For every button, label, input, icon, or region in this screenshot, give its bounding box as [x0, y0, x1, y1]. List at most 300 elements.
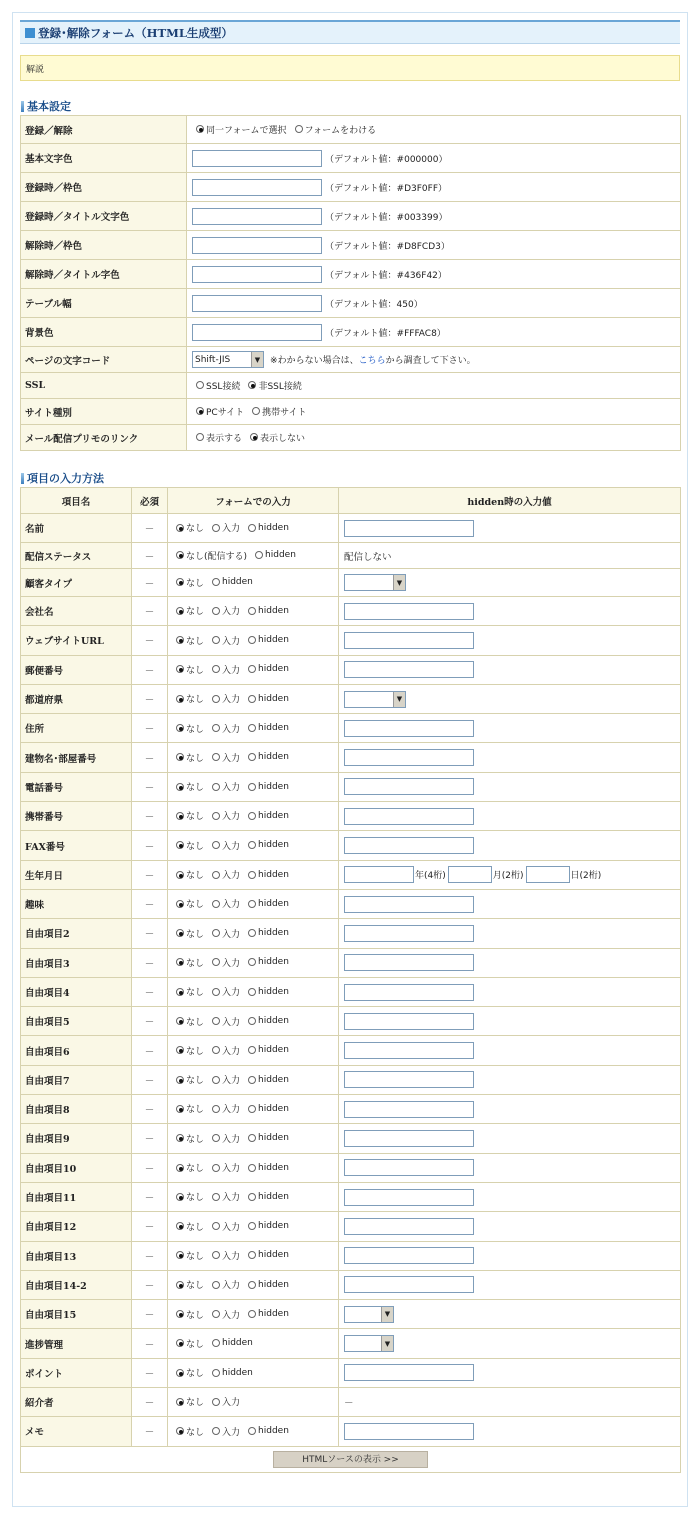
required-mark: －	[132, 1388, 168, 1417]
hidden-value-input[interactable]	[344, 1189, 474, 1206]
radio-none[interactable]: なし(配信する)	[176, 549, 247, 562]
radio-none[interactable]: なし	[176, 1249, 204, 1262]
charset-help-link[interactable]: こちら	[358, 356, 386, 366]
item-name: 電話番号	[21, 772, 132, 801]
radio-none[interactable]: なし	[176, 634, 204, 647]
table-row	[21, 1241, 681, 1270]
required-mark: －	[132, 772, 168, 801]
radio-none[interactable]: なし	[176, 1425, 204, 1438]
chevron-down-icon: ▼	[251, 352, 263, 367]
hidden-value-input[interactable]	[344, 954, 474, 971]
form-input-options	[168, 655, 339, 684]
color-input[interactable]	[192, 150, 322, 167]
required-mark: －	[132, 514, 168, 543]
radio-input[interactable]: 入力	[212, 1425, 240, 1438]
form-input-options	[168, 514, 339, 543]
table-row	[21, 1095, 681, 1124]
radio-show-link[interactable]: 表示する	[196, 431, 242, 444]
charset-select[interactable]: Shift-JIS ▼	[192, 351, 264, 368]
hidden-value-select[interactable]	[344, 574, 406, 591]
radio-hidden[interactable]: hidden	[248, 987, 289, 997]
radio-input[interactable]: 入力	[212, 1044, 240, 1057]
radio-hidden[interactable]: hidden	[248, 782, 289, 792]
radio-separate-form[interactable]: フォームをわける	[295, 123, 377, 136]
radio-hidden[interactable]: hidden	[248, 899, 289, 909]
required-mark: －	[132, 1241, 168, 1270]
required-mark: －	[132, 743, 168, 772]
setting-label: テーブル幅	[21, 289, 187, 318]
radio-none[interactable]: なし	[176, 1102, 204, 1115]
radio-none[interactable]: なし	[176, 1337, 204, 1350]
hidden-value-input[interactable]	[344, 1364, 474, 1381]
item-name: 自由項目2	[21, 919, 132, 948]
setting-label: ページの文字コード	[21, 347, 187, 373]
radio-input[interactable]: 入力	[212, 634, 240, 647]
hidden-value-cell	[339, 1182, 681, 1211]
radio-input[interactable]: 入力	[212, 1395, 240, 1408]
item-name: 自由項目15	[21, 1300, 132, 1329]
radio-input[interactable]: 入力	[212, 1102, 240, 1115]
radio-none[interactable]: なし	[176, 1044, 204, 1057]
year-input[interactable]	[344, 866, 414, 883]
radio-input[interactable]: 入力	[212, 897, 240, 910]
radio-hidden[interactable]: hidden	[248, 635, 289, 645]
form-input-options	[168, 1007, 339, 1036]
required-mark: －	[132, 1182, 168, 1211]
item-name: ウェブサイトURL	[21, 626, 132, 655]
hidden-value-cell	[339, 597, 681, 626]
form-input-options	[168, 1417, 339, 1446]
table-row	[21, 1329, 681, 1358]
table-row	[21, 1417, 681, 1446]
hidden-value-cell	[339, 919, 681, 948]
radio-pc-site[interactable]: PCサイト	[196, 405, 244, 418]
setting-label: SSL	[21, 373, 187, 399]
table-row	[21, 948, 681, 977]
radio-hidden[interactable]: hidden	[248, 1280, 289, 1290]
default-hint: （デフォルト値：#000000）	[325, 154, 448, 165]
column-header: フォームでの入力	[168, 488, 339, 514]
radio-none[interactable]: なし	[176, 1395, 204, 1408]
required-mark: －	[132, 919, 168, 948]
table-row	[21, 919, 681, 948]
item-name: 進捗管理	[21, 1329, 132, 1358]
item-name: 自由項目7	[21, 1065, 132, 1094]
radio-input[interactable]: 入力	[212, 521, 240, 534]
setting-label: 解除時／枠色	[21, 231, 187, 260]
item-name: 建物名･部屋番号	[21, 743, 132, 772]
hidden-value-cell	[339, 1300, 681, 1329]
table-row	[21, 1270, 681, 1299]
required-mark: －	[132, 1036, 168, 1065]
table-row	[21, 1388, 681, 1417]
required-mark: －	[132, 889, 168, 918]
item-name: 自由項目11	[21, 1182, 132, 1211]
hidden-value-cell	[339, 514, 681, 543]
radio-input[interactable]: 入力	[212, 927, 240, 940]
hidden-value-input[interactable]	[344, 1247, 474, 1264]
radio-hidden[interactable]: hidden	[248, 523, 289, 533]
required-mark: －	[132, 1300, 168, 1329]
explanation-text: 解説	[26, 64, 45, 75]
basic-settings-table	[20, 115, 681, 451]
radio-none[interactable]: なし	[176, 1308, 204, 1321]
hidden-value-cell	[339, 1358, 681, 1387]
button-row	[21, 1446, 681, 1472]
hidden-value-cell	[339, 977, 681, 1006]
radio-ssl[interactable]: SSL接続	[196, 379, 240, 392]
required-mark: －	[132, 569, 168, 597]
table-row	[21, 743, 681, 772]
radio-hidden[interactable]: hidden	[255, 550, 296, 560]
hidden-value-input[interactable]	[344, 925, 474, 942]
radio-none[interactable]: なし	[176, 1190, 204, 1203]
radio-hidden[interactable]: hidden	[248, 1045, 289, 1055]
setting-row-color	[21, 231, 681, 260]
chevron-down-icon: ▼	[381, 1307, 393, 1322]
setting-row-color	[21, 144, 681, 173]
radio-none[interactable]: なし	[176, 722, 204, 735]
hidden-value-cell	[339, 1065, 681, 1094]
default-hint: （デフォルト値：#436F42）	[325, 270, 447, 281]
table-row	[21, 684, 681, 713]
radio-hidden[interactable]: hidden	[248, 1133, 289, 1143]
radio-none[interactable]: なし	[176, 1132, 204, 1145]
form-input-options	[168, 772, 339, 801]
color-input[interactable]	[192, 179, 322, 196]
radio-input[interactable]: 入力	[212, 1073, 240, 1086]
item-name: 趣味	[21, 889, 132, 918]
form-input-options	[168, 743, 339, 772]
required-mark: －	[132, 543, 168, 569]
hidden-value-text: 配信しない	[344, 551, 392, 563]
hidden-value-input[interactable]	[344, 1159, 474, 1176]
hidden-value-dash: －	[344, 1398, 354, 1410]
form-input-options	[168, 831, 339, 860]
hidden-value-select[interactable]	[344, 691, 406, 708]
setting-label: 登録時／タイトル文字色	[21, 202, 187, 231]
hidden-value-cell	[339, 772, 681, 801]
items-header-row	[21, 488, 681, 514]
radio-hidden[interactable]: hidden	[248, 723, 289, 733]
table-row	[21, 977, 681, 1006]
hidden-value-cell	[339, 626, 681, 655]
radio-input[interactable]: 入力	[212, 809, 240, 822]
required-mark: －	[132, 1007, 168, 1036]
radio-hidden[interactable]: hidden	[248, 840, 289, 850]
radio-none[interactable]: なし	[176, 1161, 204, 1174]
hidden-value-cell	[339, 1036, 681, 1065]
radio-none[interactable]: なし	[176, 751, 204, 764]
radio-input[interactable]: 入力	[212, 868, 240, 881]
hidden-value-input[interactable]	[344, 1276, 474, 1293]
radio-input[interactable]: 入力	[212, 985, 240, 998]
radio-hidden[interactable]: hidden	[248, 606, 289, 616]
hidden-value-cell	[339, 1007, 681, 1036]
hidden-value-select[interactable]	[344, 1335, 394, 1352]
required-mark: －	[132, 1212, 168, 1241]
radio-none[interactable]: なし	[176, 956, 204, 969]
radio-none[interactable]: なし	[176, 839, 204, 852]
radio-hidden[interactable]: hidden	[248, 1104, 289, 1114]
column-header: hidden時の入力値	[339, 488, 681, 514]
setting-row-color	[21, 318, 681, 347]
chevron-down-icon: ▼	[381, 1336, 393, 1351]
radio-none[interactable]: なし	[176, 1278, 204, 1291]
section-marker-icon	[21, 101, 24, 112]
hidden-value-input[interactable]	[344, 603, 474, 620]
required-mark: －	[132, 948, 168, 977]
hidden-value-cell	[339, 802, 681, 831]
radio-input[interactable]: 入力	[212, 722, 240, 735]
radio-hidden[interactable]: hidden	[248, 694, 289, 704]
radio-input[interactable]: 入力	[212, 692, 240, 705]
radio-hidden[interactable]: hidden	[248, 1309, 289, 1319]
hidden-value-cell	[339, 1417, 681, 1446]
setting-row-charset	[21, 347, 681, 373]
radio-hidden[interactable]: hidden	[248, 1163, 289, 1173]
radio-non-ssl[interactable]: 非SSL接続	[248, 379, 301, 392]
default-hint: （デフォルト値：#D3F0FF）	[325, 183, 448, 194]
radio-none[interactable]: なし	[176, 780, 204, 793]
hidden-value-cell	[339, 1270, 681, 1299]
radio-hide-link[interactable]: 表示しない	[250, 431, 305, 444]
radio-hidden[interactable]: hidden	[212, 1338, 253, 1348]
item-name: 顧客タイプ	[21, 569, 132, 597]
hidden-value-input[interactable]	[344, 984, 474, 1001]
table-row	[21, 1182, 681, 1211]
table-row	[21, 860, 681, 889]
month-input[interactable]	[448, 866, 492, 883]
form-input-options	[168, 889, 339, 918]
table-row	[21, 1153, 681, 1182]
required-mark: －	[132, 1124, 168, 1153]
table-row	[21, 1007, 681, 1036]
hidden-value-input[interactable]	[344, 632, 474, 649]
radio-none[interactable]: なし	[176, 868, 204, 881]
radio-input[interactable]: 入力	[212, 1190, 240, 1203]
radio-input[interactable]: 入力	[212, 1161, 240, 1174]
required-mark: －	[132, 626, 168, 655]
column-header: 項目名	[21, 488, 132, 514]
radio-input[interactable]: 入力	[212, 1015, 240, 1028]
radio-hidden[interactable]: hidden	[248, 1016, 289, 1026]
required-mark: －	[132, 1270, 168, 1299]
items-table	[20, 487, 681, 1473]
radio-hidden[interactable]: hidden	[248, 752, 289, 762]
radio-none[interactable]: なし	[176, 897, 204, 910]
required-mark: －	[132, 860, 168, 889]
table-row	[21, 714, 681, 743]
radio-hidden[interactable]: hidden	[248, 811, 289, 821]
radio-input[interactable]: 入力	[212, 1249, 240, 1262]
color-input[interactable]	[192, 208, 322, 225]
color-input[interactable]	[192, 237, 322, 254]
radio-none[interactable]: なし	[176, 521, 204, 534]
hidden-value-input[interactable]	[344, 808, 474, 825]
radio-hidden[interactable]: hidden	[248, 664, 289, 674]
form-input-options	[168, 1270, 339, 1299]
radio-hidden[interactable]: hidden	[248, 928, 289, 938]
form-input-options	[168, 1358, 339, 1387]
hidden-value-input[interactable]	[344, 749, 474, 766]
radio-none[interactable]: なし	[176, 927, 204, 940]
radio-hidden[interactable]: hidden	[248, 870, 289, 880]
radio-none[interactable]: なし	[176, 692, 204, 705]
hidden-value-input[interactable]	[344, 896, 474, 913]
item-name: 会社名	[21, 597, 132, 626]
radio-hidden[interactable]: hidden	[212, 577, 253, 587]
radio-hidden[interactable]: hidden	[248, 1221, 289, 1231]
day-input[interactable]	[526, 866, 570, 883]
color-input[interactable]	[192, 324, 322, 341]
radio-hidden[interactable]: hidden	[248, 1192, 289, 1202]
hidden-value-input[interactable]	[344, 1042, 474, 1059]
radio-input[interactable]: 入力	[212, 839, 240, 852]
table-row	[21, 1212, 681, 1241]
table-row	[21, 597, 681, 626]
chevron-down-icon: ▼	[393, 692, 405, 707]
hidden-value-input[interactable]	[344, 720, 474, 737]
required-mark: －	[132, 1329, 168, 1358]
hidden-value-cell	[339, 684, 681, 713]
radio-input[interactable]: 入力	[212, 663, 240, 676]
setting-row-ssl	[21, 373, 681, 399]
radio-input[interactable]: 入力	[212, 751, 240, 764]
required-mark: －	[132, 1358, 168, 1387]
table-row	[21, 1065, 681, 1094]
required-mark: －	[132, 597, 168, 626]
form-input-options	[168, 1300, 339, 1329]
hidden-value-input[interactable]	[344, 837, 474, 854]
column-header: 必須	[132, 488, 168, 514]
item-name: 自由項目5	[21, 1007, 132, 1036]
hidden-value-input[interactable]	[344, 1130, 474, 1147]
hidden-value-input[interactable]	[344, 520, 474, 537]
item-name: 自由項目3	[21, 948, 132, 977]
setting-label: サイト種別	[21, 399, 187, 425]
hidden-value-cell	[339, 889, 681, 918]
radio-hidden[interactable]: hidden	[248, 957, 289, 967]
radio-hidden[interactable]: hidden	[248, 1250, 289, 1260]
setting-row-site	[21, 399, 681, 425]
form-input-options	[168, 684, 339, 713]
table-row	[21, 802, 681, 831]
item-name: 配信ステータス	[21, 543, 132, 569]
table-row	[21, 655, 681, 684]
hidden-value-input[interactable]	[344, 1071, 474, 1088]
explanation-box	[20, 55, 680, 81]
radio-hidden[interactable]: hidden	[212, 1368, 253, 1378]
hidden-value-select[interactable]	[344, 1306, 394, 1323]
hidden-value-cell: 年(4桁) 月(2桁) 日(2桁)	[339, 860, 681, 889]
table-row	[21, 569, 681, 597]
hidden-value-input[interactable]	[344, 661, 474, 678]
hidden-value-cell	[339, 569, 681, 597]
setting-row-color	[21, 289, 681, 318]
form-input-options	[168, 860, 339, 889]
radio-none[interactable]: なし	[176, 1015, 204, 1028]
item-name: 名前	[21, 514, 132, 543]
hidden-value-cell	[339, 543, 681, 569]
item-name: 自由項目4	[21, 977, 132, 1006]
radio-input[interactable]: 入力	[212, 604, 240, 617]
form-input-options	[168, 597, 339, 626]
required-mark: －	[132, 1065, 168, 1094]
item-name: 自由項目9	[21, 1124, 132, 1153]
form-input-options	[168, 569, 339, 597]
table-row	[21, 626, 681, 655]
radio-input[interactable]: 入力	[212, 1220, 240, 1233]
hidden-value-input[interactable]	[344, 778, 474, 795]
page-title-text: 登録･解除フォーム（HTML生成型）	[38, 25, 233, 40]
table-row	[21, 1358, 681, 1387]
hidden-value-cell	[339, 1329, 681, 1358]
form-input-options	[168, 1095, 339, 1124]
form-input-options	[168, 1153, 339, 1182]
form-input-options	[168, 1182, 339, 1211]
radio-input[interactable]: 入力	[212, 780, 240, 793]
hidden-value-cell	[339, 714, 681, 743]
form-input-options	[168, 714, 339, 743]
radio-hidden[interactable]: hidden	[248, 1075, 289, 1085]
required-mark: －	[132, 977, 168, 1006]
required-mark: －	[132, 714, 168, 743]
setting-label: 基本文字色	[21, 144, 187, 173]
required-mark: －	[132, 655, 168, 684]
radio-none[interactable]: なし	[176, 663, 204, 676]
section-items-heading	[21, 471, 104, 485]
hidden-value-input[interactable]	[344, 1013, 474, 1030]
hidden-value-cell	[339, 655, 681, 684]
item-name: 生年月日	[21, 860, 132, 889]
radio-input[interactable]: 入力	[212, 1278, 240, 1291]
setting-value	[187, 116, 681, 144]
form-input-options	[168, 1065, 339, 1094]
radio-input[interactable]: 入力	[212, 1308, 240, 1321]
required-mark: －	[132, 1095, 168, 1124]
form-input-options	[168, 626, 339, 655]
radio-none[interactable]: なし	[176, 1366, 204, 1379]
radio-none[interactable]: なし	[176, 1073, 204, 1086]
radio-none[interactable]: なし	[176, 809, 204, 822]
form-input-options	[168, 919, 339, 948]
radio-none[interactable]: なし	[176, 1220, 204, 1233]
default-hint: （デフォルト値：#FFFAC8）	[325, 328, 446, 339]
hidden-value-input[interactable]	[344, 1218, 474, 1235]
hidden-value-input[interactable]	[344, 1101, 474, 1118]
color-input[interactable]	[192, 266, 322, 283]
setting-label: 登録／解除	[21, 116, 187, 144]
show-html-source-button[interactable]: HTMLソースの表示 >>	[273, 1451, 428, 1468]
form-input-options	[168, 977, 339, 1006]
radio-mobile-site[interactable]: 携帯サイト	[252, 405, 306, 418]
radio-none[interactable]: なし	[176, 604, 204, 617]
radio-input[interactable]: 入力	[212, 1132, 240, 1145]
hidden-value-cell	[339, 948, 681, 977]
hidden-value-cell	[339, 1388, 681, 1417]
radio-hidden[interactable]: hidden	[248, 1426, 289, 1436]
radio-input[interactable]: 入力	[212, 956, 240, 969]
radio-none[interactable]: なし	[176, 985, 204, 998]
item-name: 自由項目6	[21, 1036, 132, 1065]
radio-same-form[interactable]: 同一フォームで選択	[196, 123, 287, 136]
color-input[interactable]	[192, 295, 322, 312]
item-name: 自由項目12	[21, 1212, 132, 1241]
hidden-value-input[interactable]	[344, 1423, 474, 1440]
setting-row-mode	[21, 116, 681, 144]
radio-none[interactable]: なし	[176, 576, 204, 589]
